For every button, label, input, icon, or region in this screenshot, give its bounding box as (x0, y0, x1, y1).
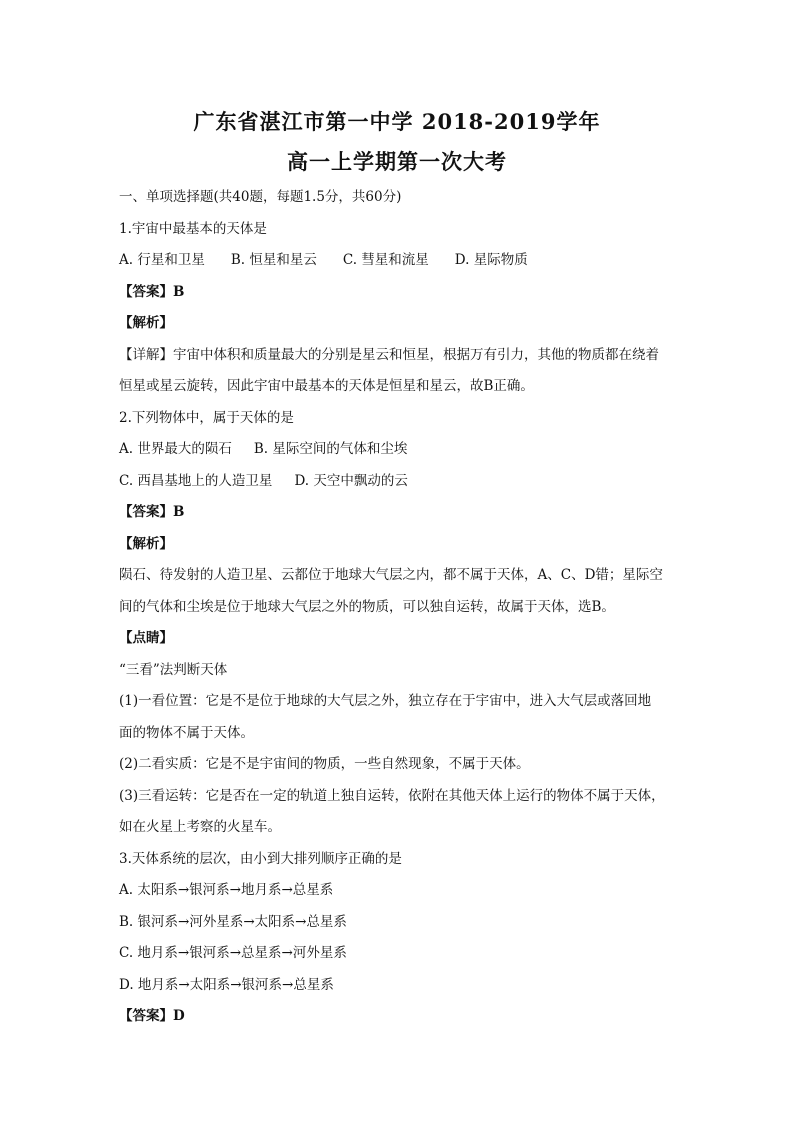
document-body (119, 182, 679, 1033)
question-3-option-b: B. 银河系→河外星系→太阳系→总星系 (119, 913, 347, 930)
question-2-options-row-2 (119, 466, 679, 498)
question-3-stem: 3.天体系统的层次，由小到大排列顺序正确的是 (119, 850, 402, 867)
question-2-option-c: C. 西昌基地上的人造卫星 (119, 472, 273, 489)
question-2-analysis-line-2: 间的气体和尘埃是位于地球大气层之外的物质，可以独自运转，故属于天体，选B。 (119, 598, 615, 615)
question-3-option-a: A. 太阳系→银河系→地月系→总星系 (119, 882, 334, 898)
question-2-answer: 【答案】B (119, 504, 185, 520)
question-1-options (119, 245, 679, 277)
question-2-tip-2: (2)二看实质：它是不是宇宙间的物质，一些自然现象，不属于天体。 (119, 756, 530, 772)
question-2-tip-1-line-2: 面的物体不属于天体。 (119, 724, 254, 741)
question-2-tip-3-line-2: 如在火星上考察的火星车。 (119, 819, 281, 835)
question-1-answer: 【答案】B (119, 283, 185, 300)
question-1-option-c: C. 彗星和流星 (342, 252, 429, 268)
question-2-option-d: D. 天空中飘动的云 (294, 472, 408, 489)
question-2-option-a: A. 世界最大的陨石 (119, 441, 232, 457)
question-1-option-d: D. 星际物质 (454, 252, 528, 268)
question-2-tip-title: “三看”法判断天体 (119, 661, 228, 678)
question-1-detail-line-2: 恒星或星云旋转，因此宇宙中最基本的天体是恒星和星云，故B正确。 (119, 378, 534, 394)
document-title: 广东省湛江市第一中学 2018-2019学年 (193, 109, 601, 134)
question-1-stem: 1.宇宙中最基本的天体是 (119, 220, 267, 237)
question-1-option-b: B. 恒星和星云 (230, 252, 317, 268)
question-2-option-b: B. 星际空间的气体和尘埃 (253, 441, 408, 457)
section-heading: 一、单项选择题(共40题，每题1.5分，共60分) (119, 189, 402, 205)
question-2-tip-label: 【点睛】 (119, 630, 173, 646)
document-subtitle: 高一上学期第一次大考 (287, 149, 507, 174)
question-3-option-d: D. 地月系→太阳系→银河系→总星系 (119, 976, 334, 993)
question-2-tip-1-line-1: (1)一看位置：它是不是位于地球的大气层之外，独立存在于宇宙中，进入大气层或落回地 (119, 693, 652, 709)
question-2-options-row-1 (119, 434, 679, 466)
question-1-option-a: A. 行星和卫星 (119, 252, 205, 268)
question-1-analysis-label: 【解析】 (119, 315, 173, 331)
question-2-tip-3-line-1: (3)三看运转：它是否在一定的轨道上独自运转，依附在其他天体上运行的物体不属于天体， (119, 787, 665, 804)
question-1-detail-line-1: 【详解】宇宙中体积和质量最大的分别是星云和恒星，根据万有引力，其他的物质都在绕着 (119, 346, 659, 363)
question-2-analysis-line-1: 陨石、待发射的人造卫星、云都位于地球大气层之内，都不属于天体，A、C、D错；星际空 (119, 567, 663, 583)
question-2-stem: 2.下列物体中，属于天体的是 (119, 409, 294, 426)
question-3-answer: 【答案】D (119, 1008, 185, 1024)
question-3-option-c: C. 地月系→银河系→总星系→河外星系 (119, 945, 347, 961)
question-2-analysis-label: 【解析】 (119, 535, 173, 552)
